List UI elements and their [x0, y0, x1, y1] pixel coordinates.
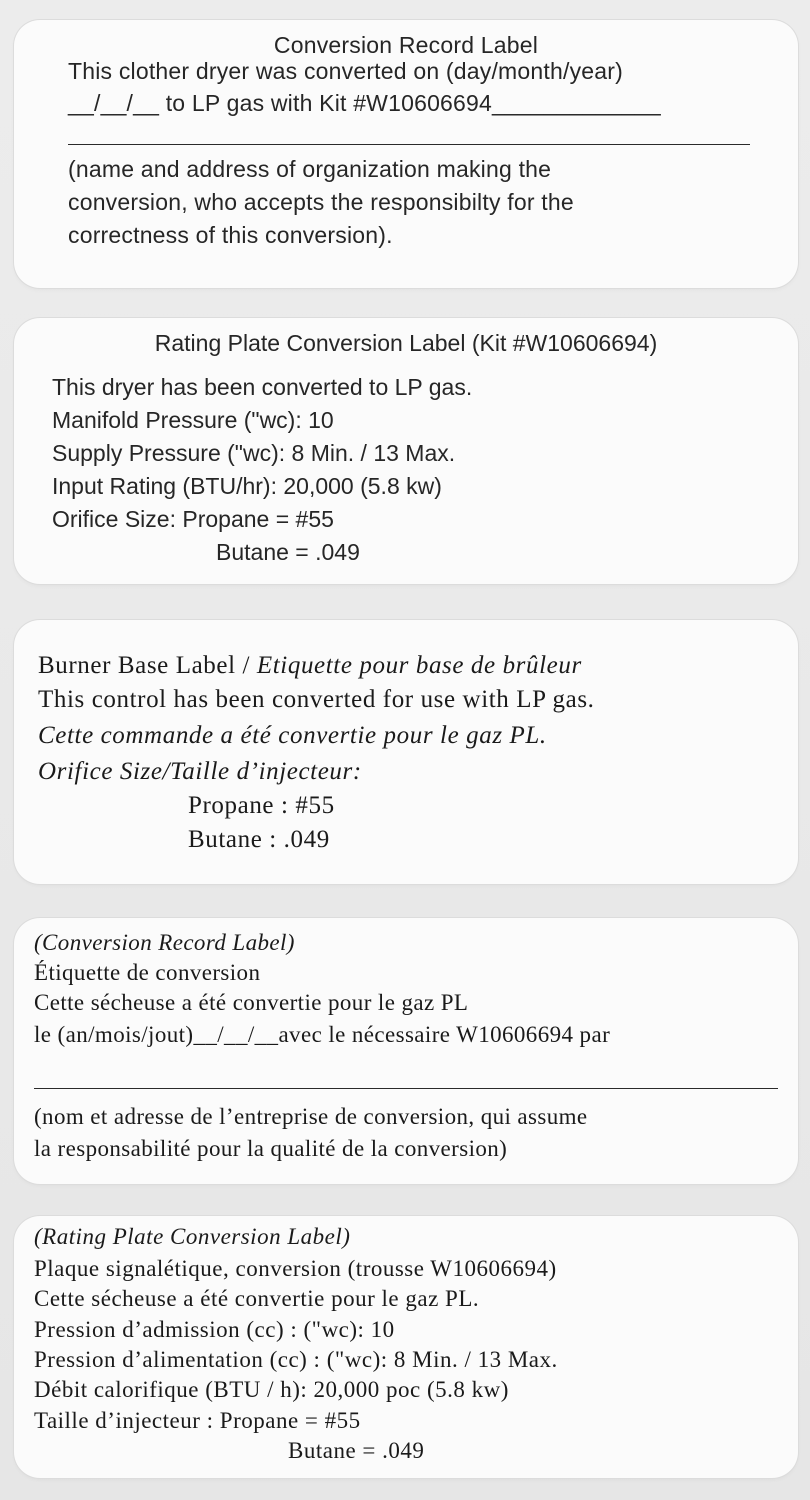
label-text-line: Étiquette de conversion — [34, 960, 261, 985]
label-text-line: __/__/__ to LP gas with Kit #W10606694_____________ — [68, 90, 661, 116]
rating-plate-conversion-label — [14, 318, 798, 584]
label-text-line: Supply Pressure ("wc): 8 Min. / 13 Max. — [52, 440, 456, 466]
label-text-line: Propane : #55 — [188, 792, 335, 819]
burner-base-label — [14, 620, 798, 884]
label-text-line: le (an/mois/jout)__/__/__avec le nécessaire W10606694 par — [34, 1022, 611, 1047]
label-text-line: Orifice Size/Taille d’injecteur: — [38, 758, 362, 785]
label-text-line: la responsabilité pour la qualité de la conversion) — [34, 1136, 508, 1161]
conversion-record-label — [14, 20, 798, 288]
label-text-line: correctness of this conversion). — [68, 222, 393, 248]
signature-line — [34, 1088, 778, 1089]
label-text-line: Butane : .049 — [188, 826, 330, 853]
french-rating-plate-label — [14, 1216, 798, 1478]
label-text-line: Cette commande a été convertie pour le gaz PL. — [38, 722, 547, 749]
label-title — [38, 652, 582, 680]
french-conversion-record-label — [14, 918, 798, 1184]
label-text-line: Taille d’injecteur : Propane = #55 — [34, 1408, 361, 1433]
label-text-line: Pression d’alimentation (cc) : ("wc): 8 Min. / 13 Max. — [34, 1347, 558, 1372]
label-text-line: This dryer has been converted to LP gas. — [52, 374, 473, 400]
label-title: (Rating Plate Conversion Label) — [34, 1224, 351, 1249]
label-text-line: (nom et adresse de l’entreprise de conversion, qui assume — [34, 1104, 588, 1129]
label-text-line: Cette sécheuse a été convertie pour le gaz PL — [34, 990, 469, 1015]
label-text-line: Butane = .049 — [288, 1438, 425, 1463]
label-text-line: Orifice Size: Propane = #55 — [52, 506, 334, 532]
label-text-line: Cette sécheuse a été convertie pour le gaz PL. — [34, 1286, 480, 1311]
label-text-line: (name and address of organization making the — [68, 156, 552, 182]
label-text-line: This control has been converted for use with LP gas. — [38, 686, 595, 713]
label-text-line: Butane = .049 — [216, 539, 360, 565]
label-text-line: Plaque signalétique, conversion (trousse W10606694) — [34, 1256, 557, 1281]
label-text-line: Manifold Pressure ("wc): 10 — [52, 407, 334, 433]
label-text-line: Débit calorifique (BTU / h): 20,000 poc (5.8 kw) — [34, 1377, 509, 1402]
label-text-line: Pression d’admission (cc) : ("wc): 10 — [34, 1317, 395, 1342]
label-text-line: This clother dryer was converted on (day/month/year) — [68, 58, 623, 84]
label-title: (Conversion Record Label) — [34, 930, 295, 955]
label-title: Conversion Record Label — [273, 32, 539, 58]
label-text-line: conversion, who accepts the responsibilty for the — [68, 189, 574, 215]
title-english: Burner Base Label / — [38, 652, 257, 679]
label-text-line: Input Rating (BTU/hr): 20,000 (5.8 kw) — [52, 473, 442, 499]
label-title: Rating Plate Conversion Label (Kit #W10606694) — [154, 330, 658, 356]
signature-line — [68, 144, 750, 145]
title-french: Etiquette pour base de brûleur — [256, 652, 582, 679]
